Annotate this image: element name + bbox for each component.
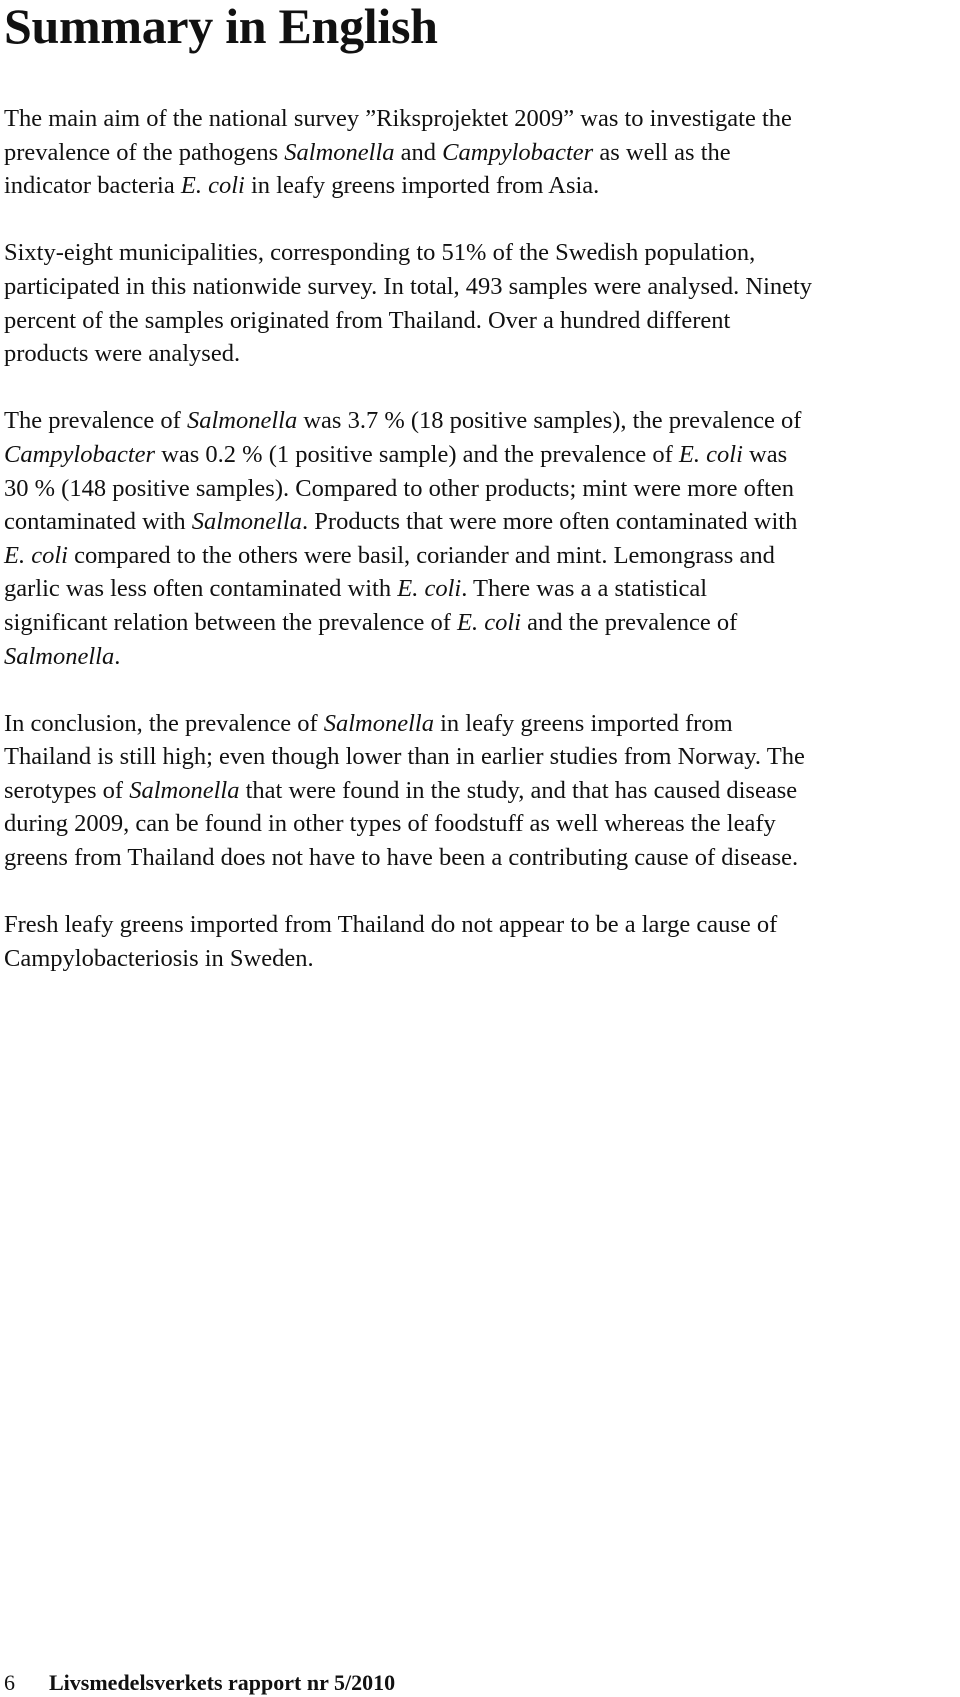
text-line bbox=[4, 908, 954, 942]
text-run: The main aim of the national survey ”Riksprojektet 2009” was to investigate the bbox=[4, 105, 792, 132]
text-run: that were found in the study, and that has caused disease bbox=[239, 776, 798, 804]
italic-term: Campylobacter bbox=[4, 440, 156, 468]
text-line bbox=[4, 539, 954, 573]
text-run: greens from Thailand does not have to have been a contributing cause of disease. bbox=[4, 844, 799, 872]
text-line bbox=[4, 807, 954, 841]
text-line bbox=[4, 505, 954, 539]
text-run: in leafy greens imported from bbox=[433, 709, 733, 737]
italic-term: E. coli bbox=[457, 608, 522, 636]
summary-paragraph bbox=[4, 908, 954, 975]
text-line bbox=[4, 304, 954, 338]
text-run: serotypes of bbox=[4, 776, 130, 804]
italic-term: Salmonella bbox=[284, 138, 395, 166]
text-run: Thailand is still high; even though lower than in earlier studies from Norway. The bbox=[4, 743, 805, 771]
text-run: during 2009, can be found in other types of foodstuff as well whereas the leafy bbox=[4, 810, 776, 838]
text-run: prevalence of the pathogens bbox=[4, 138, 285, 166]
text-line bbox=[4, 640, 954, 674]
page-footer bbox=[4, 1670, 395, 1696]
text-line bbox=[4, 102, 954, 136]
italic-term: Salmonella bbox=[129, 776, 240, 804]
text-line bbox=[4, 572, 954, 606]
italic-term: E. coli bbox=[4, 541, 68, 569]
text-run: significant relation between the prevalence of bbox=[4, 608, 458, 636]
italic-term: Salmonella bbox=[186, 407, 298, 435]
text-run: percent of the samples originated from Thailand. Over a hundred different bbox=[4, 306, 731, 334]
text-run: and bbox=[394, 138, 443, 166]
page-number: 6 bbox=[4, 1670, 15, 1695]
text-line bbox=[4, 472, 954, 506]
text-run: Campylobacteriosis in Sweden. bbox=[4, 944, 314, 972]
text-run: was 0.2 % (1 positive sample) and the prevalence of bbox=[155, 440, 679, 468]
italic-term: Salmonella bbox=[4, 642, 115, 670]
text-run: in leafy greens imported from Asia. bbox=[244, 172, 600, 200]
text-run: indicator bacteria bbox=[4, 172, 181, 200]
text-run: Fresh leafy greens imported from Thailand do not appear to be a large cause of bbox=[4, 911, 778, 939]
text-line bbox=[4, 236, 954, 270]
page-heading: Summary in English bbox=[4, 0, 438, 54]
text-line bbox=[4, 740, 954, 774]
text-run: . There was a a statistical bbox=[461, 575, 708, 603]
summary-paragraph bbox=[4, 102, 954, 203]
text-run: 30 % (148 positive samples). Compared to other products; mint were more often bbox=[4, 474, 794, 502]
italic-term: Campylobacter bbox=[442, 138, 594, 166]
summary-body bbox=[4, 102, 954, 975]
text-line bbox=[4, 438, 954, 472]
text-run: and the prevalence of bbox=[521, 608, 738, 636]
text-run: In conclusion, the prevalence of bbox=[4, 709, 324, 737]
text-run: . bbox=[114, 642, 121, 670]
text-run: . Products that were more often contaminated with bbox=[302, 508, 798, 536]
text-run: was bbox=[742, 440, 788, 468]
text-run: compared to the others were basil, coriander and mint. Lemongrass and bbox=[67, 541, 775, 569]
text-run: was 3.7 % (18 positive samples), the prevalence of bbox=[297, 407, 802, 435]
text-line bbox=[4, 337, 954, 371]
text-line bbox=[4, 774, 954, 808]
text-run: participated in this nationwide survey. In total, 493 samples were analysed. Ninety bbox=[4, 272, 813, 300]
summary-paragraph bbox=[4, 404, 954, 673]
text-run: garlic was less often contaminated with bbox=[4, 575, 398, 603]
summary-paragraph bbox=[4, 236, 954, 370]
italic-term: E. coli bbox=[180, 172, 245, 200]
report-title: Livsmedelsverkets rapport nr 5/2010 bbox=[49, 1670, 396, 1695]
text-line bbox=[4, 942, 954, 976]
italic-term: E. coli bbox=[678, 440, 743, 468]
text-line bbox=[4, 404, 954, 438]
text-run: Sixty-eight municipalities, corresponding to 51% of the Swedish population, bbox=[4, 239, 756, 267]
text-run: contaminated with bbox=[4, 508, 192, 536]
summary-paragraph bbox=[4, 707, 954, 875]
italic-term: E. coli bbox=[397, 575, 462, 603]
italic-term: Salmonella bbox=[191, 508, 303, 536]
text-run: as well as the bbox=[593, 138, 731, 166]
text-line bbox=[4, 136, 954, 170]
italic-term: Salmonella bbox=[323, 709, 434, 737]
text-line bbox=[4, 606, 954, 640]
text-line bbox=[4, 169, 954, 203]
text-line bbox=[4, 841, 954, 875]
text-run: The prevalence of bbox=[4, 407, 187, 435]
text-run: products were analysed. bbox=[4, 340, 241, 368]
text-line bbox=[4, 707, 954, 741]
text-line bbox=[4, 270, 954, 304]
